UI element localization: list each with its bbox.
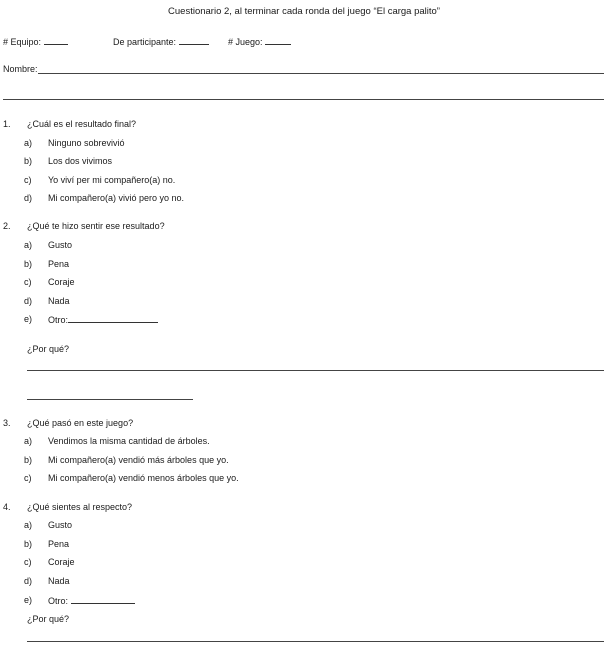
option-text: Ninguno sobrevivió bbox=[48, 138, 125, 148]
option-letter: b) bbox=[24, 539, 33, 549]
otro-blank[interactable] bbox=[71, 595, 135, 604]
question-number: 4. bbox=[3, 502, 11, 512]
option-letter: a) bbox=[24, 436, 33, 446]
participante-blank[interactable] bbox=[179, 35, 209, 45]
option-letter: e) bbox=[24, 314, 33, 324]
juego-blank[interactable] bbox=[265, 35, 291, 45]
question-text: ¿Qué pasó en este juego? bbox=[27, 418, 134, 428]
equipo-blank[interactable] bbox=[44, 35, 68, 45]
question-text: ¿Cuál es el resultado final? bbox=[27, 119, 137, 129]
option-letter: d) bbox=[24, 576, 33, 586]
option-text: Mi compañero(a) vendió más árboles que yo. bbox=[48, 455, 229, 465]
option-text: Pena bbox=[48, 259, 70, 269]
option-text: Gusto bbox=[48, 520, 73, 530]
question-number: 3. bbox=[3, 418, 11, 428]
option-text: Mi compañero(a) vendió menos árboles que yo. bbox=[48, 473, 239, 483]
question-text: ¿Qué sientes al respecto? bbox=[27, 502, 133, 512]
option-text: Coraje bbox=[48, 557, 75, 567]
question-number: 1. bbox=[3, 119, 11, 129]
nombre-label: Nombre: bbox=[3, 64, 38, 74]
why-answer-line[interactable] bbox=[27, 370, 604, 371]
option-letter: b) bbox=[24, 455, 33, 465]
option-letter: d) bbox=[24, 193, 33, 203]
option-letter: a) bbox=[24, 240, 33, 250]
question-number: 2. bbox=[3, 221, 11, 231]
equipo-label: # Equipo: bbox=[3, 37, 42, 47]
why-answer-line[interactable] bbox=[27, 641, 604, 642]
option-letter: b) bbox=[24, 156, 33, 166]
option-text bbox=[48, 595, 135, 606]
option-letter: c) bbox=[24, 277, 32, 287]
why-answer-line[interactable] bbox=[27, 399, 193, 400]
option-text: Vendimos la misma cantidad de árboles. bbox=[48, 436, 210, 446]
option-text: Yo viví per mi compañero(a) no. bbox=[48, 175, 176, 185]
nombre-field bbox=[3, 64, 38, 74]
option-text bbox=[48, 314, 158, 325]
why-label: ¿Por qué? bbox=[27, 344, 70, 354]
question-text: ¿Qué te hizo sentir ese resultado? bbox=[27, 221, 165, 231]
option-text: Gusto bbox=[48, 240, 73, 250]
option-text: Coraje bbox=[48, 277, 75, 287]
why-label: ¿Por qué? bbox=[27, 614, 70, 624]
equipo-field bbox=[3, 35, 68, 47]
option-other-label: Otro: bbox=[48, 315, 69, 325]
option-text: Nada bbox=[48, 296, 70, 306]
option-letter: c) bbox=[24, 175, 32, 185]
option-text: Mi compañero(a) vivió pero yo no. bbox=[48, 193, 185, 203]
option-letter: c) bbox=[24, 557, 32, 567]
option-other-label: Otro: bbox=[48, 596, 69, 606]
option-text: Pena bbox=[48, 539, 70, 549]
option-letter: c) bbox=[24, 473, 32, 483]
option-letter: d) bbox=[24, 296, 33, 306]
page-title: Cuestionario 2, al terminar cada ronda del juego “El carga palito” bbox=[168, 6, 440, 17]
otro-blank[interactable] bbox=[68, 314, 158, 323]
option-letter: a) bbox=[24, 138, 33, 148]
participante-field bbox=[113, 35, 209, 47]
option-text: Nada bbox=[48, 576, 70, 586]
option-text: Los dos vivimos bbox=[48, 156, 113, 166]
nombre-extra-line[interactable] bbox=[3, 99, 604, 100]
juego-label: # Juego: bbox=[228, 37, 263, 47]
option-letter: b) bbox=[24, 259, 33, 269]
option-letter: e) bbox=[24, 595, 33, 605]
nombre-blank[interactable] bbox=[38, 73, 604, 74]
option-letter: a) bbox=[24, 520, 33, 530]
participante-label: De participante: bbox=[113, 37, 177, 47]
juego-field bbox=[228, 35, 291, 47]
